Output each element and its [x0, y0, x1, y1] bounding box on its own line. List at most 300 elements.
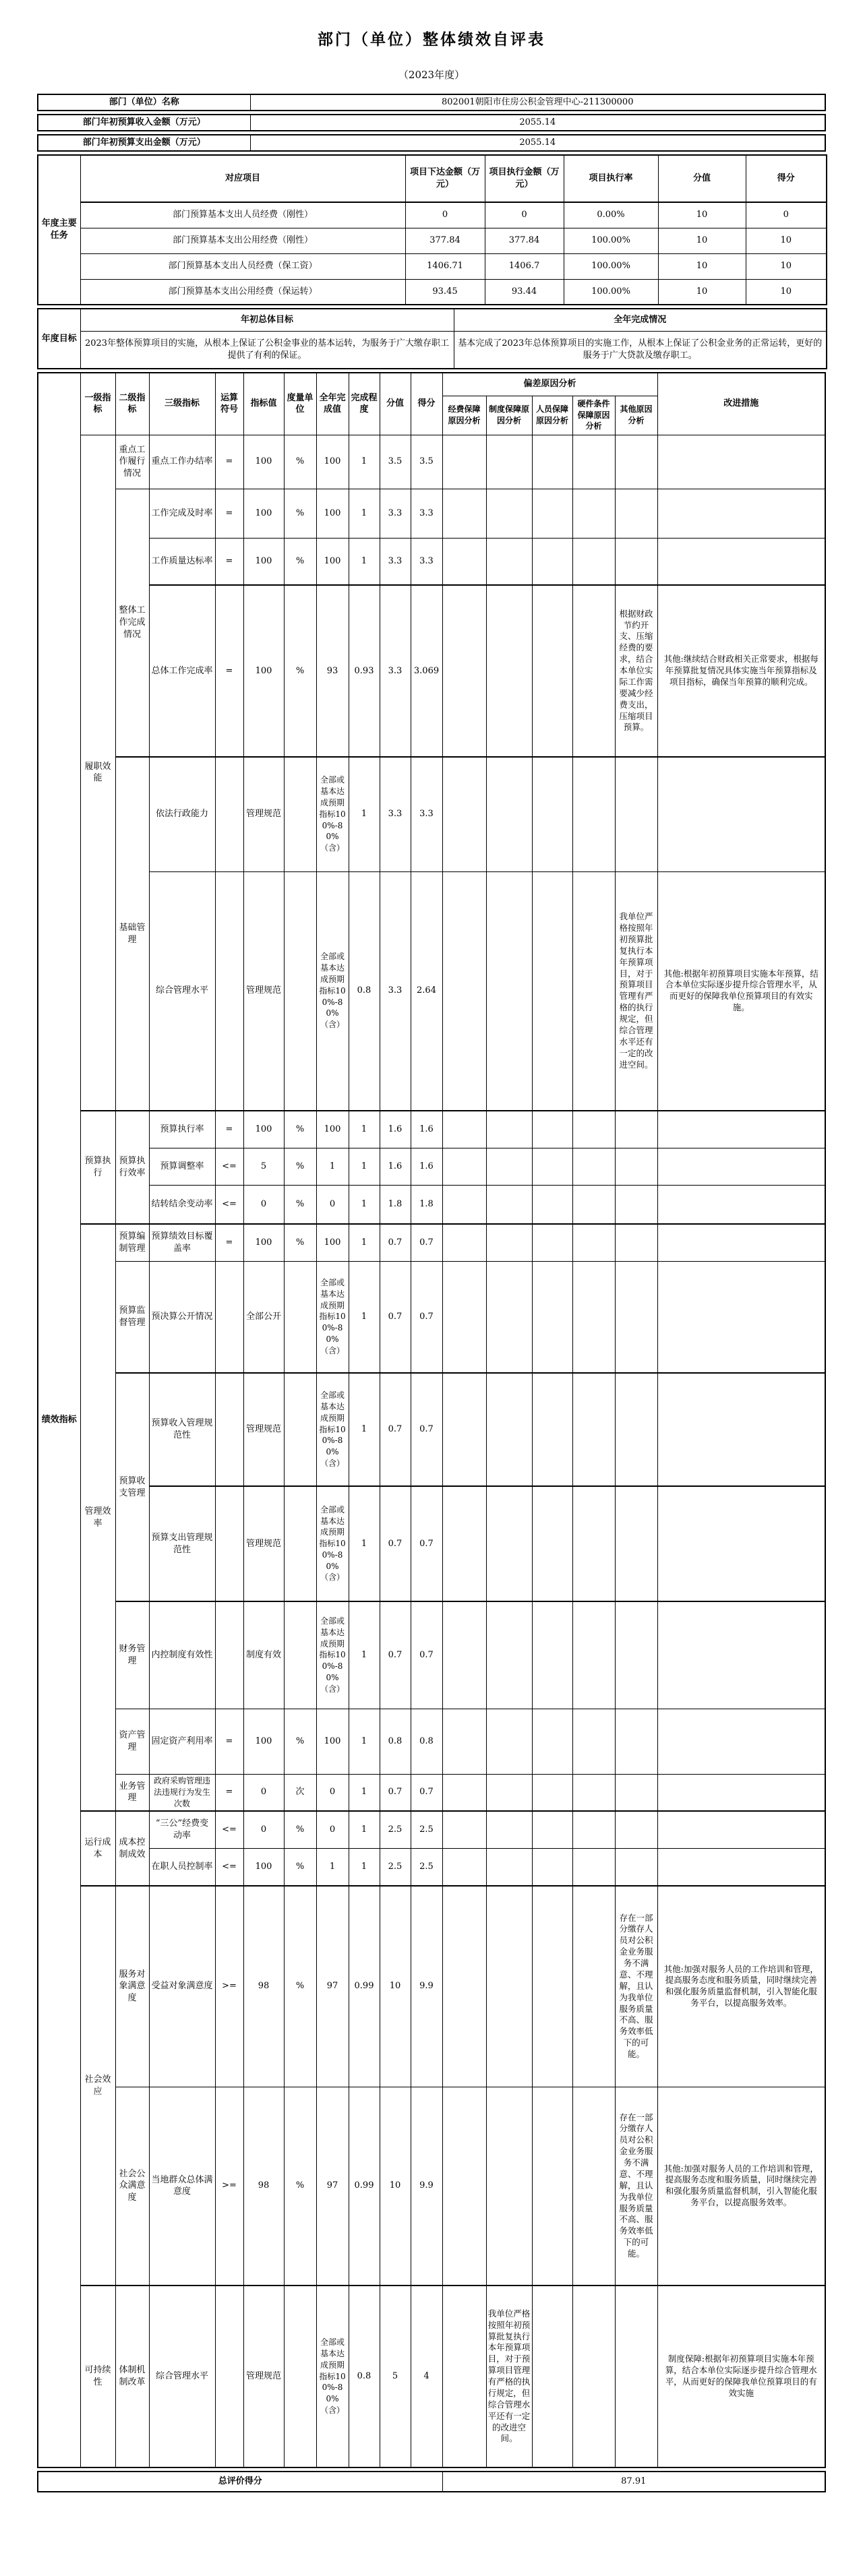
improvement — [657, 1811, 825, 1848]
reason-system — [486, 585, 532, 757]
reason-system — [486, 1811, 532, 1848]
lvl3-indicator: 综合管理水平 — [149, 2286, 215, 2467]
lvl1-indicator: 社会效应 — [80, 1886, 115, 2286]
annual-value: 0 — [316, 1185, 349, 1224]
target-value: 100 — [243, 435, 284, 489]
lvl2-indicator: 业务管理 — [115, 1774, 149, 1811]
reason-system — [486, 1848, 532, 1886]
info-value: 2055.14 — [250, 115, 825, 131]
improvement — [657, 757, 825, 871]
reason-staff — [532, 1601, 572, 1709]
points: 1.6 — [380, 1148, 411, 1185]
points: 3.5 — [380, 435, 411, 489]
reason-other — [615, 1148, 657, 1185]
task-project: 部门预算基本支出人员经费（保工资） — [80, 253, 405, 279]
op: <= — [215, 1148, 243, 1185]
unit: % — [284, 585, 316, 757]
annual-tasks-table — [37, 154, 827, 305]
col-header-improve: 改进措施 — [657, 373, 825, 435]
target-value: 100 — [243, 1709, 284, 1774]
op: = — [215, 538, 243, 585]
reason-staff — [532, 1486, 572, 1601]
task-points: 10 — [658, 253, 746, 279]
unit: % — [284, 1224, 316, 1261]
points: 3.3 — [380, 585, 411, 757]
reason-other — [615, 1709, 657, 1774]
annual-value: 97 — [316, 2087, 349, 2286]
score: 2.5 — [411, 1848, 442, 1886]
points: 10 — [380, 1886, 411, 2087]
points: 1.8 — [380, 1185, 411, 1224]
reason-hardware — [572, 1811, 615, 1848]
degree: 1 — [349, 1774, 380, 1811]
reason-staff — [532, 1148, 572, 1185]
reason-other — [615, 538, 657, 585]
score: 0.7 — [411, 1373, 442, 1486]
reason-other — [615, 1224, 657, 1261]
annual-value: 100 — [316, 435, 349, 489]
initial-goal-text: 2023年整体预算项目的实施，从根本上保证了公积金事业的基本运转，为服务于广大缴存职工提供了有利的保证。 — [80, 331, 454, 369]
reason-other: 存在一部分缴存人员对公积金业务服务不满意、不理解，且认为我单位服务质量不高、服务效率低下的可能。 — [615, 1886, 657, 2087]
unit — [284, 1373, 316, 1486]
improvement — [657, 1224, 825, 1261]
lvl2-indicator: 成本控制成效 — [115, 1811, 149, 1886]
reason-system — [486, 1224, 532, 1261]
target-value: 0 — [243, 1185, 284, 1224]
reason-other — [615, 1373, 657, 1486]
reason-hardware — [572, 585, 615, 757]
points: 0.8 — [380, 1709, 411, 1774]
lvl2-indicator: 预算收支管理 — [115, 1373, 149, 1601]
lvl2-indicator: 资产管理 — [115, 1709, 149, 1774]
reason-fund — [442, 585, 486, 757]
score: 9.9 — [411, 1886, 442, 2087]
unit: % — [284, 1848, 316, 1886]
unit — [284, 2286, 316, 2467]
op — [215, 1261, 243, 1373]
score: 0.7 — [411, 1224, 442, 1261]
reason-fund — [442, 2286, 486, 2467]
reason-fund — [442, 1709, 486, 1774]
lvl3-indicator: 预算绩效目标覆盖率 — [149, 1224, 215, 1261]
score: 3.069 — [411, 585, 442, 757]
op: <= — [215, 1811, 243, 1848]
col-header-rate: 项目执行率 — [564, 155, 658, 202]
reason-system — [486, 1111, 532, 1148]
degree: 1 — [349, 1185, 380, 1224]
reason-fund — [442, 1811, 486, 1848]
indicator-row — [38, 1373, 825, 1486]
reason-system — [486, 1261, 532, 1373]
lvl2-indicator: 预算编制管理 — [115, 1224, 149, 1261]
improvement: 其他:继续结合财政相关正常要求，根据每年预算批复情况具体实施当年预算指标及项目指标，确保当年预算的顺利完成。 — [657, 585, 825, 757]
op: <= — [215, 1848, 243, 1886]
lvl3-indicator: 固定资产利用率 — [149, 1709, 215, 1774]
reason-fund — [442, 757, 486, 871]
reason-staff — [532, 538, 572, 585]
indicator-row — [38, 1709, 825, 1774]
reason-fund — [442, 489, 486, 538]
lvl2-indicator: 体制机制改革 — [115, 2286, 149, 2467]
unit: % — [284, 2087, 316, 2286]
task-score: 10 — [746, 253, 827, 279]
op: = — [215, 1111, 243, 1148]
indicators-table — [37, 372, 826, 2468]
points: 0.7 — [380, 1601, 411, 1709]
col-header-lvl2: 二级指标 — [115, 373, 149, 435]
reason-system — [486, 871, 532, 1111]
reason-hardware — [572, 2087, 615, 2286]
unit: % — [284, 538, 316, 585]
op: = — [215, 1709, 243, 1774]
reason-hardware — [572, 435, 615, 489]
page-title: 部门（单位）整体绩效自评表 — [318, 30, 545, 49]
reason-system — [486, 1148, 532, 1185]
points: 0.7 — [380, 1373, 411, 1486]
score: 3.3 — [411, 538, 442, 585]
reason-hardware — [572, 1111, 615, 1148]
task-project: 部门预算基本支出人员经费（刚性） — [80, 202, 405, 228]
annual-value: 全部或基本达成预期指标100%-80%（含） — [316, 2286, 349, 2467]
info-label: 部门（单位）名称 — [38, 94, 250, 111]
reason-staff — [532, 489, 572, 538]
lvl2-indicator: 预算执行效率 — [115, 1111, 149, 1224]
lvl3-indicator: 总体工作完成率 — [149, 585, 215, 757]
lvl3-indicator: 重点工作办结率 — [149, 435, 215, 489]
indicator-row — [38, 1601, 825, 1709]
degree: 1 — [349, 757, 380, 871]
unit: % — [284, 1185, 316, 1224]
reason-other — [615, 757, 657, 871]
annual-value: 1 — [316, 1148, 349, 1185]
col-header-reason-fund: 经费保障原因分析 — [442, 396, 486, 435]
task-executed: 377.84 — [485, 228, 564, 253]
annual-value: 100 — [316, 1224, 349, 1261]
info-label: 部门年初预算支出金额（万元） — [38, 135, 250, 151]
task-row — [38, 279, 827, 305]
improvement — [657, 1111, 825, 1148]
points: 2.5 — [380, 1811, 411, 1848]
degree: 1 — [349, 1373, 380, 1486]
lvl1-indicator: 运行成本 — [80, 1811, 115, 1886]
degree: 0.99 — [349, 1886, 380, 2087]
reason-other — [615, 1811, 657, 1848]
reason-system — [486, 1774, 532, 1811]
lvl1-indicator: 可持续性 — [80, 2286, 115, 2467]
points: 1.6 — [380, 1111, 411, 1148]
col-header-executed: 项目执行金额（万元） — [485, 155, 564, 202]
reason-hardware — [572, 1709, 615, 1774]
task-score: 10 — [746, 279, 827, 305]
reason-hardware — [572, 2286, 615, 2467]
section-label-annual-tasks: 年度主要任务 — [38, 155, 80, 305]
score: 9.9 — [411, 2087, 442, 2286]
lvl3-indicator: 预算收入管理规范性 — [149, 1373, 215, 1486]
reason-fund — [442, 435, 486, 489]
reason-staff — [532, 2087, 572, 2286]
reason-hardware — [572, 1148, 615, 1185]
reason-other: 存在一部分缴存人员对公积金业务服务不满意、不理解，且认为我单位服务质量不高、服务效率低下的可能。 — [615, 2087, 657, 2286]
op — [215, 1373, 243, 1486]
improvement: 制度保障:根据年初预算项目实施本年预算，结合本单位实际逐步提升综合管理水平，从而更好的保障我单位预算项目的有效实施 — [657, 2286, 825, 2467]
degree: 1 — [349, 1111, 380, 1148]
reason-other: 我单位严格按照年初预算批复执行本年预算项目，对于预算项目管理有严格的执行规定，但综合管理水平还有一定的改进空间。 — [615, 871, 657, 1111]
col-header-lvl1: 一级指标 — [80, 373, 115, 435]
task-row — [38, 253, 827, 279]
task-row — [38, 228, 827, 253]
score: 2.64 — [411, 871, 442, 1111]
target-value: 管理规范 — [243, 1486, 284, 1601]
target-value: 100 — [243, 1111, 284, 1148]
op: >= — [215, 1886, 243, 2087]
score: 0.7 — [411, 1774, 442, 1811]
indicator-row — [38, 1774, 825, 1811]
reason-system: 我单位严格按照年初预算批复执行本年预算项目，对于预算项目管理有严格的执行规定，但综合管理水平还有一定的改进空间。 — [486, 2286, 532, 2467]
task-issued: 0 — [405, 202, 485, 228]
target-value: 制度有效 — [243, 1601, 284, 1709]
unit: % — [284, 489, 316, 538]
reason-hardware — [572, 757, 615, 871]
reason-fund — [442, 871, 486, 1111]
annual-value: 全部或基本达成预期指标100%-80%（含） — [316, 1486, 349, 1601]
lvl3-indicator: 预算支出管理规范性 — [149, 1486, 215, 1601]
degree: 1 — [349, 1811, 380, 1848]
points: 0.7 — [380, 1224, 411, 1261]
annual-value: 100 — [316, 1709, 349, 1774]
task-score: 10 — [746, 228, 827, 253]
reason-staff — [532, 1811, 572, 1848]
unit — [284, 1486, 316, 1601]
annual-value: 全部或基本达成预期指标100%-80%（含） — [316, 1601, 349, 1709]
target-value: 管理规范 — [243, 2286, 284, 2467]
reason-other — [615, 1601, 657, 1709]
reason-other — [615, 1185, 657, 1224]
degree: 1 — [349, 1261, 380, 1373]
indicator-row — [38, 538, 825, 585]
op — [215, 2286, 243, 2467]
target-value: 100 — [243, 1224, 284, 1261]
task-points: 10 — [658, 202, 746, 228]
reason-other — [615, 1848, 657, 1886]
score: 0.8 — [411, 1709, 442, 1774]
reason-staff — [532, 757, 572, 871]
target-value: 5 — [243, 1148, 284, 1185]
points: 0.7 — [380, 1261, 411, 1373]
reason-fund — [442, 2087, 486, 2286]
op: >= — [215, 2087, 243, 2286]
score: 0.7 — [411, 1486, 442, 1601]
annual-goal-table — [37, 308, 827, 369]
col-header-reason-system: 制度保障原因分析 — [486, 396, 532, 435]
degree: 0.93 — [349, 585, 380, 757]
reason-other — [615, 1486, 657, 1601]
op — [215, 1601, 243, 1709]
reason-hardware — [572, 1848, 615, 1886]
annual-value: 0 — [316, 1774, 349, 1811]
col-header-lvl3: 三级指标 — [149, 373, 215, 435]
annual-value: 100 — [316, 538, 349, 585]
reason-other — [615, 1111, 657, 1148]
target-value: 100 — [243, 538, 284, 585]
lvl1-indicator: 预算执行 — [80, 1111, 115, 1224]
annual-value: 93 — [316, 585, 349, 757]
lvl1-indicator: 履职效能 — [80, 435, 115, 1111]
reason-staff — [532, 1185, 572, 1224]
reason-hardware — [572, 1886, 615, 2087]
op: = — [215, 1774, 243, 1811]
indicator-row — [38, 871, 825, 1111]
improvement — [657, 1373, 825, 1486]
lvl1-indicator: 管理效率 — [80, 1224, 115, 1811]
reason-staff — [532, 2286, 572, 2467]
score: 3.3 — [411, 489, 442, 538]
reason-hardware — [572, 1601, 615, 1709]
improvement — [657, 1709, 825, 1774]
lvl3-indicator: 当地群众总体满意度 — [149, 2087, 215, 2286]
section-label-indicators: 绩效指标 — [38, 373, 80, 2467]
lvl3-indicator: “三公”经费变动率 — [149, 1811, 215, 1848]
improvement — [657, 538, 825, 585]
reason-fund — [442, 538, 486, 585]
annual-value: 0 — [316, 1811, 349, 1848]
indicator-row — [38, 435, 825, 489]
improvement — [657, 435, 825, 489]
score: 1.6 — [411, 1111, 442, 1148]
reason-fund — [442, 1148, 486, 1185]
degree: 1 — [349, 1148, 380, 1185]
task-row — [38, 202, 827, 228]
reason-system — [486, 2087, 532, 2286]
reason-fund — [442, 1224, 486, 1261]
target-value: 98 — [243, 2087, 284, 2286]
task-executed: 93.44 — [485, 279, 564, 305]
degree: 0.8 — [349, 871, 380, 1111]
indicator-row — [38, 1148, 825, 1185]
reason-staff — [532, 1224, 572, 1261]
lvl2-indicator: 整体工作完成情况 — [115, 489, 149, 757]
target-value: 管理规范 — [243, 1373, 284, 1486]
improvement — [657, 1601, 825, 1709]
points: 3.3 — [380, 871, 411, 1111]
indicator-row — [38, 2087, 825, 2286]
indicator-row — [38, 1111, 825, 1148]
degree: 1 — [349, 538, 380, 585]
task-rate: 100.00% — [564, 279, 658, 305]
info-label: 部门年初预算收入金额（万元） — [38, 115, 250, 131]
annual-value: 1 — [316, 1848, 349, 1886]
info-table-expense — [37, 134, 826, 152]
reason-staff — [532, 1709, 572, 1774]
reason-staff — [532, 1111, 572, 1148]
degree: 1 — [349, 1848, 380, 1886]
unit: % — [284, 1811, 316, 1848]
degree: 0.8 — [349, 2286, 380, 2467]
reason-fund — [442, 1111, 486, 1148]
info-table-income — [37, 114, 826, 131]
op — [215, 757, 243, 871]
lvl3-indicator: 预算执行率 — [149, 1111, 215, 1148]
degree: 0.99 — [349, 2087, 380, 2286]
reason-system — [486, 1886, 532, 2087]
score: 2.5 — [411, 1811, 442, 1848]
reason-system — [486, 435, 532, 489]
annual-value: 100 — [316, 489, 349, 538]
col-header-degree: 完成程度 — [349, 373, 380, 435]
reason-system — [486, 489, 532, 538]
info-value: 2055.14 — [250, 135, 825, 151]
reason-hardware — [572, 1185, 615, 1224]
task-rate: 0.00% — [564, 202, 658, 228]
reason-hardware — [572, 538, 615, 585]
target-value: 管理规范 — [243, 757, 284, 871]
unit — [284, 1261, 316, 1373]
reason-fund — [442, 1886, 486, 2087]
task-rate: 100.00% — [564, 253, 658, 279]
col-header-points: 分值 — [658, 155, 746, 202]
improvement — [657, 1261, 825, 1373]
score: 1.8 — [411, 1185, 442, 1224]
annual-value: 97 — [316, 1886, 349, 2087]
lvl3-indicator: 综合管理水平 — [149, 871, 215, 1111]
indicator-row — [38, 1224, 825, 1261]
improvement: 其他:加强对服务人员的工作培训和管理，提高服务态度和服务质量，同时继续完善和强化服务质量监督机制，引入智能化服务平台，以提高服务效率。 — [657, 2087, 825, 2286]
score: 3.3 — [411, 757, 442, 871]
indicator-row — [38, 1848, 825, 1886]
reason-hardware — [572, 489, 615, 538]
annual-value: 全部或基本达成预期指标100%-80%（含） — [316, 1261, 349, 1373]
degree: 1 — [349, 1224, 380, 1261]
points: 3.3 — [380, 538, 411, 585]
task-executed: 1406.7 — [485, 253, 564, 279]
unit: % — [284, 1886, 316, 2087]
lvl3-indicator: 工作完成及时率 — [149, 489, 215, 538]
indicator-row — [38, 1811, 825, 1848]
degree: 1 — [349, 489, 380, 538]
unit — [284, 871, 316, 1111]
op: = — [215, 489, 243, 538]
col-header-reason-hardware: 硬件条件保障原因分析 — [572, 396, 615, 435]
indicator-row — [38, 585, 825, 757]
lvl2-indicator: 财务管理 — [115, 1601, 149, 1709]
col-header-issued: 项目下达金额（万元） — [405, 155, 485, 202]
lvl3-indicator: 依法行政能力 — [149, 757, 215, 871]
task-score: 0 — [746, 202, 827, 228]
lvl2-indicator: 预算监督管理 — [115, 1261, 149, 1373]
reason-other: 根据财政节约开支、压缩经费的要求，结合本单位实际工作需要减少经费支出，压缩项目预算。 — [615, 585, 657, 757]
lvl2-indicator: 重点工作履行情况 — [115, 435, 149, 489]
reason-other — [615, 2286, 657, 2467]
target-value: 0 — [243, 1811, 284, 1848]
improvement: 其他:根据年初预算项目实施本年预算，结合本单位实际逐步提升综合管理水平，从而更好的保障我单位预算项目的有效实施。 — [657, 871, 825, 1111]
total-score-value: 87.91 — [442, 2472, 825, 2492]
task-executed: 0 — [485, 202, 564, 228]
reason-hardware — [572, 1774, 615, 1811]
unit: % — [284, 1148, 316, 1185]
reason-fund — [442, 1261, 486, 1373]
lvl3-indicator: 结转结余变动率 — [149, 1185, 215, 1224]
indicator-row — [38, 489, 825, 538]
annual-value: 全部或基本达成预期指标100%-80%（含） — [316, 1373, 349, 1486]
indicator-row — [38, 1261, 825, 1373]
degree: 1 — [349, 1601, 380, 1709]
improvement — [657, 1774, 825, 1811]
op: = — [215, 585, 243, 757]
unit: % — [284, 1111, 316, 1148]
reason-hardware — [572, 871, 615, 1111]
improvement — [657, 1848, 825, 1886]
indicator-row — [38, 1886, 825, 2087]
target-value: 100 — [243, 585, 284, 757]
